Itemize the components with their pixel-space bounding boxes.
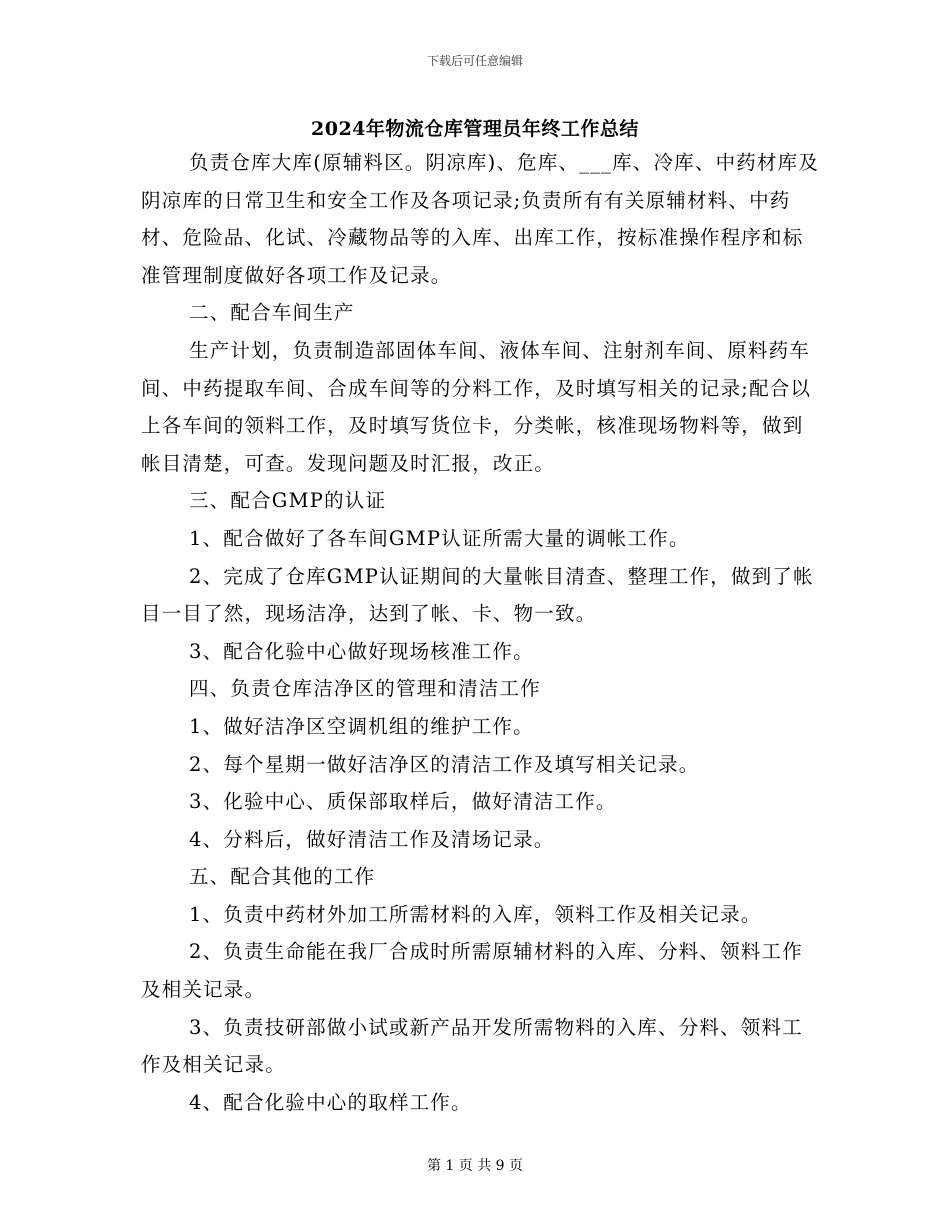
- page-footer: 第 1 页 共 9 页: [426, 1158, 524, 1174]
- list-item: 1、做好洁净区空调机组的维护工作。: [189, 714, 534, 738]
- list-item: 1、配合做好了各车间GMP认证所需大量的调帐工作。: [189, 526, 690, 550]
- list-item: 2、负责生命能在我厂合成时所需原辅材料的入库、分料、领料工作及相关记录。: [141, 940, 803, 1002]
- list-item: 2、完成了仓库GMP认证期间的大量帐目清查、整理工作，做到了帐目一目了然，现场洁净，达到了帐、卡、物一致。: [141, 564, 814, 626]
- section-heading: 三、配合GMP的认证: [189, 489, 387, 513]
- list-item: 3、化验中心、质保部取样后，做好清洁工作。: [189, 790, 617, 814]
- section-heading: 五、配合其他的工作: [189, 865, 376, 889]
- paragraph: 生产计划，负责制造部固体车间、液体车间、注射剂车间、原料药车间、中药提取车间、合成车间等的分料工作，及时填写相关的记录;配合以上各车间的领料工作，及时填写货位卡，分类帐，核准现场物料等，做到帐目清楚，可查。发现问题及时汇报，改正。: [141, 338, 812, 475]
- section-heading: 二、配合车间生产: [189, 301, 355, 325]
- section-heading: 四、负责仓库洁净区的管理和清洁工作: [189, 677, 541, 701]
- list-item: 3、配合化验中心做好现场核准工作。: [189, 639, 534, 663]
- list-item: 3、负责技研部做小试或新产品开发所需物料的入库、分料、领料工作及相关记录。: [141, 1015, 803, 1077]
- header-note: 下载后可任意编辑: [426, 54, 523, 68]
- document-body: [141, 144, 821, 1121]
- list-item: 4、分料后，做好清洁工作及清场记录。: [189, 827, 555, 851]
- paragraph: 负责仓库大库(原辅料区。阴凉库)、危库、___库、冷库、中药材库及阴凉库的日常卫生和安全工作及各项记录;负责所有有关原辅材料、中药材、危险品、化试、冷藏物品等的入库、出库工作，按标准操作程序和标准管理制度做好各项工作及记录。: [141, 151, 820, 287]
- list-item: 4、配合化验中心的取样工作。: [189, 1090, 472, 1114]
- list-item: 1、负责中药材外加工所需材料的入库，领料工作及相关记录。: [189, 902, 762, 926]
- document-title: 2024年物流仓库管理员年终工作总结: [311, 118, 639, 140]
- list-item: 2、每个星期一做好洁净区的清洁工作及填写相关记录。: [189, 752, 700, 776]
